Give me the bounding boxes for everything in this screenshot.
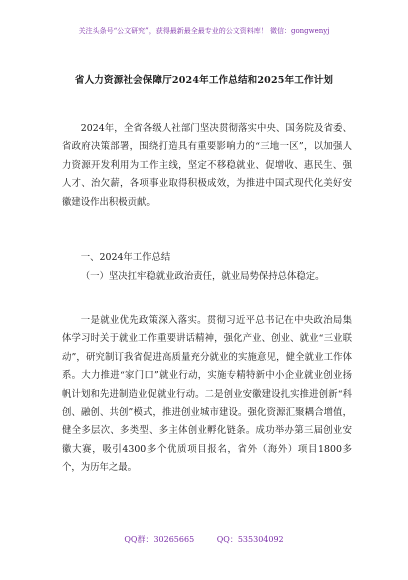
- document-title: 省人力资源社会保障厅2024年工作总结和2025年工作计划: [74, 75, 334, 86]
- qq-group: QQ群：30265665: [124, 535, 195, 544]
- header-banner: 关注头条号“公文研究”，获得最新最全最专业的公文资料库！ 微信：gongwenyj: [78, 27, 330, 35]
- footer-contact: [0, 534, 408, 545]
- subsection-heading: （一）坚决扛牢稳就业政治责任，就业局势保持总体稳定。: [80, 271, 325, 282]
- section-heading: 一、2024年工作总结: [80, 252, 171, 263]
- qq-number: QQ：535304092: [216, 535, 284, 544]
- body-paragraph: 一是就业优先政策深入落实。贯彻习近平总书记在中央政治局集体学习时关于就业工作重要讲话精神，强化产业、创业、就业“三业联动”，研究制订我省促进高质量充分就业的实施意见，健全就业工作体系。大力推进“家门口”就业行动，实施专精特新中小企业就业创业扬帆计划和先进制造业促就业行动。二是创业安徽建设扎实推进创新“科创、融创、共创”模式，推进创业城市建设。强化资源汇聚耦合增值，健全多层次、多类型、多主体创业孵化链条。成功举办第三届创业安徽大赛，吸引4300多个优质项目报名，省外（海外）项目1800多个，为历年之最。: [62, 315, 352, 474]
- intro-paragraph: 2024年，全省各级人社部门坚决贯彻落实中央、国务院及省委、省政府决策部署，围绕打造具有重要影响力的“三地一区”，以加强人力资源开发利用为工作主线，坚定不移稳就业、促增收、惠民生、强人才、治欠薪，各项事业取得积极成效，为推进中国式现代化美好安徽建设作出积极贡献。: [62, 123, 352, 208]
